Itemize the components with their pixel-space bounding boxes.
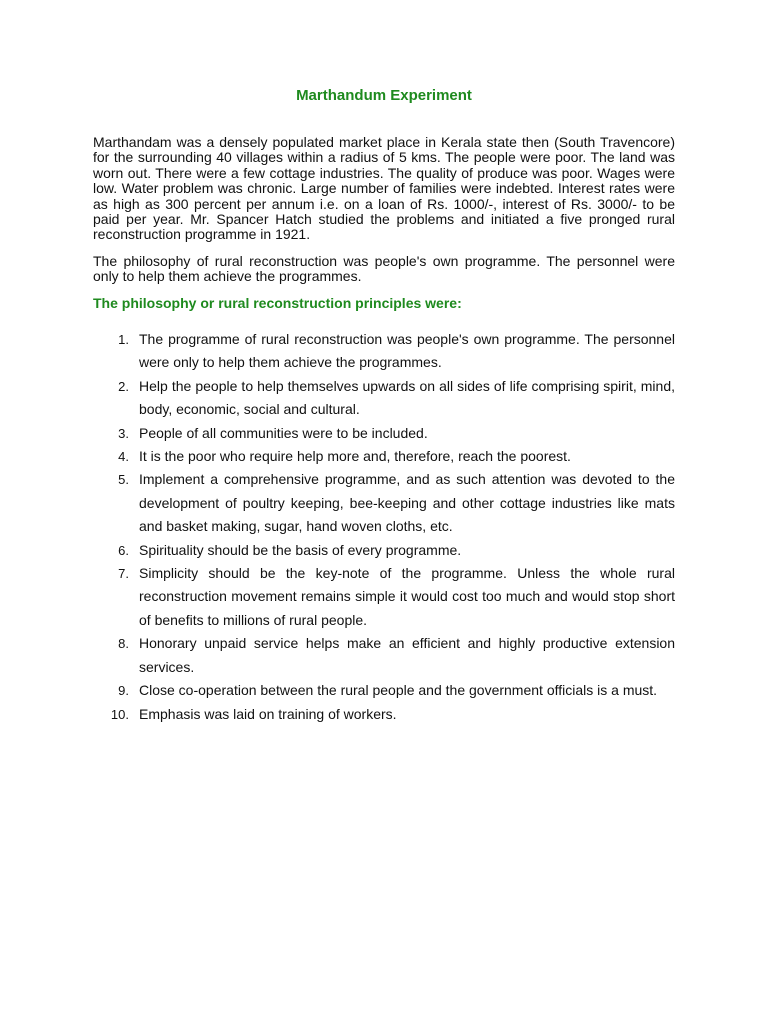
principle-text: Spirituality should be the basis of every programme. xyxy=(139,541,462,558)
principle-item-7 xyxy=(93,562,675,632)
document-title: Marthandum Experiment xyxy=(296,87,472,104)
principle-item-3 xyxy=(93,422,675,445)
principle-number: 1. xyxy=(118,332,129,347)
principle-item-1 xyxy=(93,328,675,375)
principles-heading: The philosophy or rural reconstruction principles were: xyxy=(93,295,462,311)
principle-item-6 xyxy=(93,539,675,562)
philosophy-paragraph: The philosophy of rural reconstruction was people's own programme. The personnel were only to help them achieve the programmes. xyxy=(93,253,675,285)
principle-text: Simplicity should be the key-note of the programme. Unless the whole rural reconstruction movement remains simple it would cost too much and would stop short of benefits to millions of rural people. xyxy=(139,565,675,628)
principle-text: Close co-operation between the rural people and the government officials is a must. xyxy=(139,682,658,699)
principle-item-9 xyxy=(93,679,675,702)
principle-item-8 xyxy=(93,632,675,679)
principle-text: Help the people to help themselves upwards on all sides of life comprising spirit, mind, body, economic, social and cultural. xyxy=(139,377,675,418)
principle-number: 4. xyxy=(118,449,129,465)
principle-item-2 xyxy=(93,375,675,422)
principle-number: 7. xyxy=(118,566,129,582)
principle-text: Emphasis was laid on training of workers. xyxy=(139,705,397,722)
principles-list xyxy=(93,328,675,726)
principle-text: Implement a comprehensive programme, and as such attention was devoted to the development of poultry keeping, bee-keeping and other cottage industries like mats and basket making, sugar, hand woven cloths, etc. xyxy=(139,471,675,535)
intro-paragraph: Marthandam was a densely populated market place in Kerala state then (South Travencore) for the surrounding 40 villages within a radius of 5 kms. The people were poor. The land was worn out. There were a few cottage industries. The quality of produce was poor. Wages were low. Water problem was chronic. Large number of families were indebted. Interest rates were as high as 300 percent per annum i.e. on a loan of Rs. 1000/-, interest of Rs. 3000/- to be paid per year. Mr. Spancer Hatch studied the problems and initiated a five pronged rural reconstruction programme in 1921. xyxy=(93,134,675,243)
principle-number: 8. xyxy=(118,636,129,652)
principle-number: 6. xyxy=(118,542,129,558)
principle-item-10 xyxy=(93,703,675,726)
principle-text: People of all communities were to be included. xyxy=(139,424,428,441)
principle-text: Honorary unpaid service helps make an efficient and highly productive extension services. xyxy=(139,635,675,675)
principle-text: The programme of rural reconstruction was people's own programme. The personnel were only to help them achieve the programmes. xyxy=(139,331,675,371)
principle-number: 5. xyxy=(118,472,129,488)
principle-number: 2. xyxy=(118,378,129,394)
principle-number: 10. xyxy=(110,706,129,722)
principle-item-5 xyxy=(93,468,675,538)
principle-item-4 xyxy=(93,445,675,468)
principle-number: 3. xyxy=(118,425,129,441)
principle-text: It is the poor who require help more and, therefore, reach the poorest. xyxy=(139,448,571,465)
principle-number: 9. xyxy=(118,683,129,699)
